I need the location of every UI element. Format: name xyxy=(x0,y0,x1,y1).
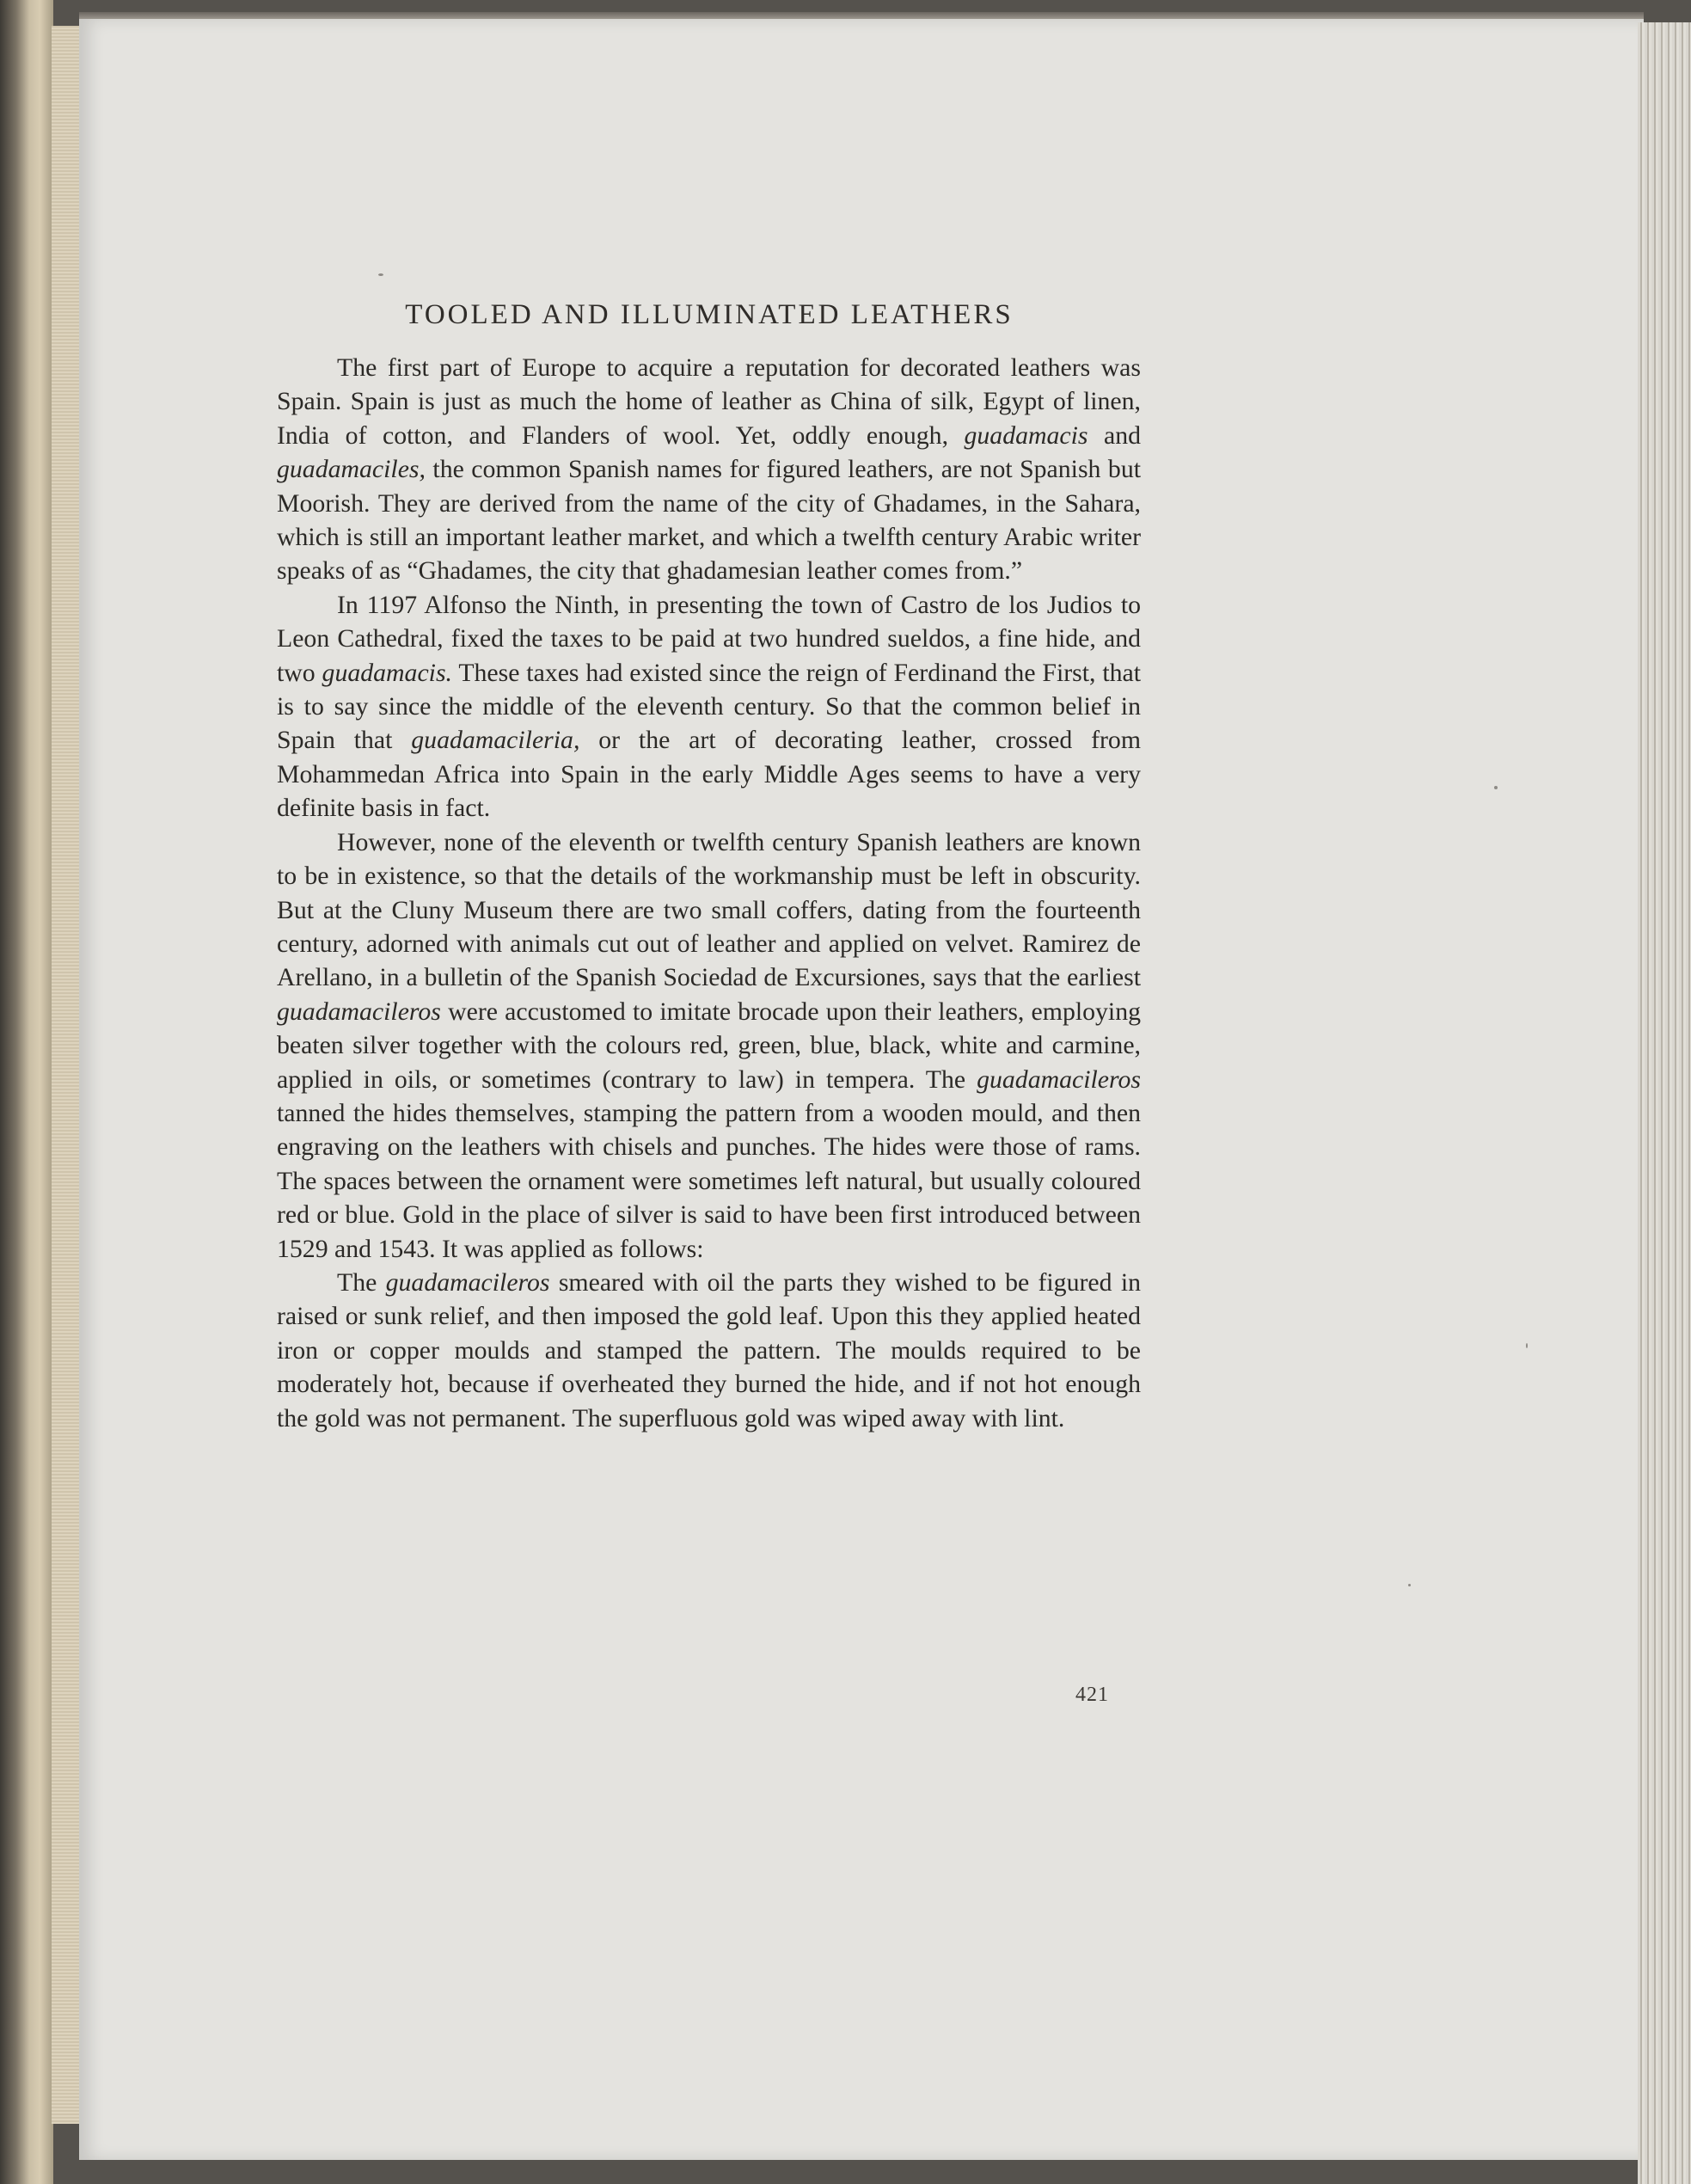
text-run: The xyxy=(337,1267,386,1297)
italic-term: guadamacis xyxy=(964,420,1088,450)
italic-term: guadamacileros xyxy=(385,1267,550,1297)
paper-speck xyxy=(378,273,383,276)
text-run: The first part of Europe to acquire a reputation for decorated leathers was Spain. Spain is just as much the home of leather as China of silk, Egypt of linen, India of cotton, and Flanders of wool. Yet, oddly enough, xyxy=(277,353,1141,450)
text-run: were accustomed to imitate brocade upon their leathers, employing beaten silver together with the colours red, green, blue, black, white and carmine, applied in oils, or sometimes (contrary to law) in tempera. The xyxy=(277,997,1141,1094)
paragraph xyxy=(277,1266,1141,1435)
running-head: TOOLED AND ILLUMINATED LEATHERS xyxy=(405,299,1014,330)
body-text xyxy=(277,351,1141,1435)
paragraph xyxy=(277,825,1141,1266)
italic-term: guadamacileros xyxy=(277,997,441,1026)
page-fore-edge xyxy=(1638,22,1691,2184)
text-run: the common Spanish names for figured leathers, are not Spanish but Moorish. They are derived from the name of the city of Ghadames, in the Sahara, which is still an important leather market, and which a twelfth century Arabic writer speaks of as “Ghadames, the city that ghadamesian leather comes from.” xyxy=(277,455,1141,586)
paper-speck xyxy=(1408,1584,1411,1586)
italic-term: guadamacileria, xyxy=(411,726,580,755)
italic-term: guadamacileros xyxy=(977,1064,1141,1094)
italic-term: guadamacis. xyxy=(322,658,453,687)
paragraph xyxy=(277,588,1141,825)
text-run: These taxes had existed since the reign of Ferdinand the First, that is to say since the middle of the eleventh century. So that the common belief in Spain that xyxy=(277,658,1141,755)
text-run: and xyxy=(1088,420,1141,450)
paragraph xyxy=(277,351,1141,588)
italic-term: guadamaciles, xyxy=(277,455,426,484)
book-binding xyxy=(0,0,53,2184)
text-run: tanned the hides themselves, stamping the pattern from a wooden mould, and then engraving on the leathers with chisels and punches. The hides were those of rams. The spaces between the ornament were sometimes left natural, but usually coloured red or blue. Gold in the place of silver is said to have been first introduced between 1529 and 1543. It was applied as follows: xyxy=(277,1098,1141,1263)
text-run: However, none of the eleventh or twelfth century Spanish leathers are known to be in existence, so that the details of the workmanship must be left in obscurity. But at the Cluny Museum there are two small coffers, dating from the fourteenth century, adorned with animals cut out of leather and applied on velvet. Ramirez de Arellano, in a bulletin of the Spanish Sociedad de Excursiones, says that the earliest xyxy=(277,827,1141,992)
text-run: or the art of decorating leather, crossed from Mohammedan Africa into Spain in the early Middle Ages seems to have a very definite basis in fact. xyxy=(277,726,1142,823)
paper-speck xyxy=(1494,786,1498,789)
binding-cloth-strip xyxy=(52,26,83,2124)
text-run: In 1197 Alfonso the Ninth, in presenting the town of Castro de los Judios to Leon Cathedral, fixed the taxes to be paid at two hundred sueldos, a fine hide, and two xyxy=(277,590,1141,687)
page-number: 421 xyxy=(1075,1684,1109,1706)
text-run: smeared with oil the parts they wished to be figured in raised or sunk relief, and then imposed the gold leaf. Upon this they applied heated iron or copper moulds and stamped the pattern. The moulds required to be moderately hot, because if overheated they burned the hide, and if not hot enough the gold was not permanent. The superfluous gold was wiped away with lint. xyxy=(277,1267,1141,1432)
paper-speck xyxy=(1526,1343,1528,1348)
